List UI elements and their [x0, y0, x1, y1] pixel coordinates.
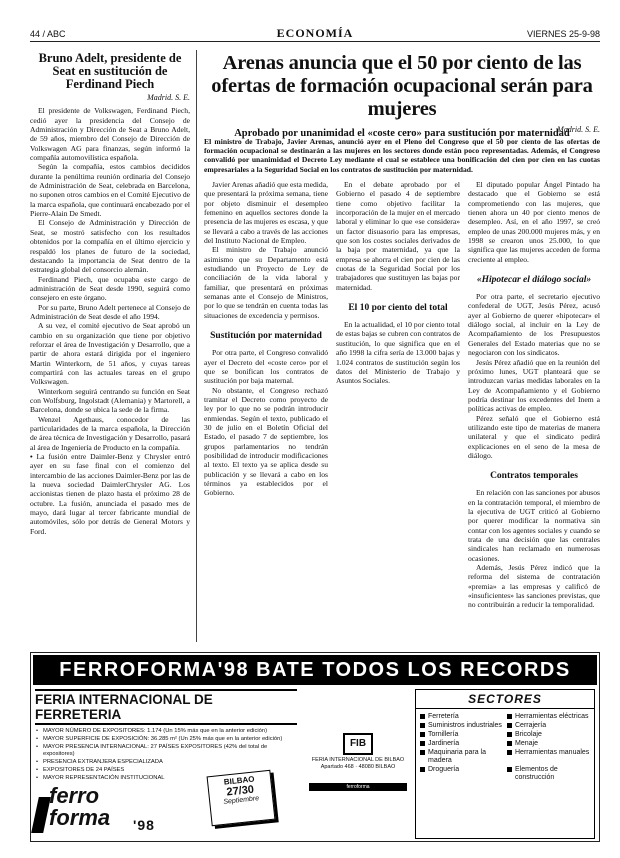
sector-item [507, 713, 590, 721]
highlight-item: • MAYOR PRESENCIA INTERNACIONAL: 27 PAÍSES EXPOSITORES (42% del total de expositores) [35, 744, 297, 758]
paragraph: En la actualidad, el 10 por ciento total de estas bajas se cubren con contratos de sustitución, lo que significa que en el año 1998 la cifra sería de 13.000 bajas y 1.024 contratos de sustitución según los datos del Ministerio de Trabajo y Asuntos Sociales. [336, 320, 460, 386]
fib-logo-icon: FIB [343, 733, 373, 755]
square-bullet-icon [507, 767, 512, 772]
left-article-byline: Madrid. S. E. [147, 93, 190, 102]
logo-word-1: ferro [49, 783, 100, 808]
paragraph: Winterkorn seguirá centrando su función en Seat con Wolfsburg, Ingolstadt (Alemania) y Martorell, a Barcelona, donde se ubica la sede de la firma. [30, 386, 190, 415]
sector-label: Menaje [515, 740, 538, 747]
sector-item [507, 740, 590, 748]
sector-label: Tornillería [428, 731, 459, 738]
sector-label: Elementos de construcción [515, 766, 558, 781]
highlight-item: • PRESENCIA EXTRANJERA ESPECIALIZADA [35, 759, 297, 766]
paragraph: El ministro de Trabajo anunció asimismo que su Departamento está estudiando un Proyecto de Ley de conciliación de la vida laboral y familiar, que presentará en próximas semanas ante el Consejo de Ministros, por lo que se tendrán en cuenta todas las situaciones de excedencia y permisos. [204, 245, 328, 320]
sector-label: Maquinaria para la madera [428, 749, 486, 764]
main-headline-block [204, 52, 600, 140]
paragraph: Ferdinand Piech, que ocupaba este cargo de administración de Seat desde 1990, seguirá como consejero en este órgano. [30, 274, 190, 303]
ad-banner: FERROFORMA'98 BATE TODOS LOS RECORDS [33, 655, 597, 685]
sector-label: Herramientas eléctricas [515, 713, 589, 720]
organizer-strip: ferroforma [309, 783, 407, 791]
main-lead: El ministro de Trabajo, Javier Arenas, anunció ayer en el Pleno del Congreso que el 50 por ciento de las ofertas de formación ocupacional se destinarán a las mujeres en los sectores donde están poco representadas. Además, el Congreso convalidó por unanimidad el Decreto Ley mediante el cual se establece una bonificación del cien por cien en las cuotas empresariales a la Seguridad Social en los contratos de sustitución por maternidad. [204, 137, 600, 174]
logo-bar-icon [31, 797, 51, 833]
square-bullet-icon [420, 750, 425, 755]
sector-item [507, 731, 590, 739]
sector-label: Suministros industriales [428, 722, 502, 729]
main-byline: Madrid. S. E. [557, 125, 600, 134]
square-bullet-icon [420, 723, 425, 728]
sector-item [420, 766, 503, 782]
sector-item [420, 740, 503, 748]
highlight-item: • MAYOR SUPERFICIE DE EXPOSICIÓN: 36.285 m² (Un 25% más que en la anterior edición) [35, 736, 297, 743]
paragraph: Además, Jesús Pérez indicó que la reforma del sistema de contratación «premia» a las empresas y calificó de «insuficientes» las sanciones previstas, que no contribuirán a reducir la temporalidad. [468, 563, 600, 610]
ferroforma-advertisement [30, 652, 600, 842]
left-article-title: Bruno Adelt, presidente de Seat en sustitución de Ferdinand Piech [38, 52, 182, 91]
paragraph: Jesús Pérez añadió que en la reunión del próximo lunes, UGT planteará que se introduzcan varias medidas laborales en la Ley de Acompañamiento y el Gobierno podría destinar los excedentes del Inem a políticas activas de empleo. [468, 357, 600, 414]
square-bullet-icon [420, 741, 425, 746]
subhead-diez-por-ciento: El 10 por ciento del total [348, 303, 448, 314]
main-headline: Arenas anuncia que el 50 por ciento de las ofertas de formación ocupacional serán para mujeres [211, 52, 593, 120]
paragraph: El presidente de Volkswagen, Ferdinand Piech, cedió ayer la presidencia del Consejo de Administración y Dirección de Seat a Bruno Adelt, de 59 años, miembro del Consejo de Dirección de Volkswagen AG para finanzas, según informó la compañía automovilística española. [30, 106, 190, 163]
sector-label: Herramientas manuales [515, 749, 590, 756]
square-bullet-icon [507, 741, 512, 746]
column-divider [196, 50, 197, 642]
sector-item [507, 722, 590, 730]
paragraph: A su vez, el comité ejecutivo de Seat aprobó un cambio en su organización que tiene por objetivo reforzar el área de Investigación y Desarrollo, que a partir de ahora estará dirigida por el ingeniero Martin Winterkorn, de 51 años, y cuyas tareas compartirá con las actuales tareas en el grupo Volkswagen. [30, 321, 190, 387]
sector-item [507, 766, 590, 782]
paragraph: Según la compañía, estos cambios decididos durante la penúltima reunión ordinaria del Consejo de Administración de Seat, celebrada en Barcelona, no suponen otros cambios en el Comité Ejecutivo de la marca española, que continuará encabezado por el Pierre-Alain De Smedt. [30, 162, 190, 219]
stamp-dates: 27/30 [225, 783, 255, 799]
main-subheadline: Aprobado por unanimidad el «coste cero» para sustitución por maternidad [234, 128, 570, 139]
sector-label: Droguería [428, 766, 460, 773]
organizer-name: FERIA INTERNACIONAL DE BILBAO [311, 757, 405, 763]
organizer-block [309, 733, 407, 791]
fair-title: FERIA INTERNACIONAL DE FERRETERIA [35, 689, 297, 725]
issue-date: VIERNES 25-9-98 [526, 29, 600, 39]
logo-word-2: forma [49, 805, 111, 830]
sector-item [420, 713, 503, 721]
bullet-icon: • [30, 452, 37, 462]
news-brief [30, 452, 190, 536]
sector-label: Cerrajería [515, 722, 547, 729]
square-bullet-icon [420, 732, 425, 737]
section-title: ECONOMÍA [276, 26, 354, 40]
news-brief-text: La fusión entre Daimler-Benz y Chrysler entró ayer en su fase final con el comienzo del intercambio de las acciones Daimler-Benz por las de la nueva sociedad DaimlerChrysler AG. Los accionistas tienen de plazo hasta el próximo 28 de octubre. La fusión, anunciada el pasado mes de mayo, dará lugar al tercer fabricante mundial de automóviles, sólo por detrás de General Motors y Ford. [30, 452, 190, 536]
paragraph: Por otra parte, el secretario ejecutivo confederal de UGT, Jesús Pérez, acusó ayer al Gobierno de querer «hipotecar» el diálogo social, al incluir en la Ley de Acompañamiento de los Presupuestos Generales del Estado materias que no se negociaron con los sindicatos. [468, 292, 600, 358]
paragraph: En el debate aprobado por el Gobierno el pasado 4 de septiembre tiene como objetivo facilitar la incorporación de la mujer en el mercado laboral y eliminar lo que «se considera» un factor disuasorio para las empresas, que son los costes sociales derivados de la baja por maternidad, ya que la empresa se ahorra el cien por cien de las cuotas de la Seguridad Social por los trabajadores que sustituyen las bajas por maternidad. [336, 180, 460, 292]
page-header [30, 28, 600, 42]
sector-label: Ferretería [428, 713, 459, 720]
date-stamp [207, 770, 276, 826]
paragraph: Javier Arenas añadió que esta medida, que presentará la próxima semana, tiene por objeto disminuir el desempleo femenino en aquellos sectores donde la presencia de las mujeres es escasa, y que se llevará a cabo a través de las acciones del Instituto Nacional de Empleo. [204, 180, 328, 246]
stamp-city: BILBAO [223, 774, 255, 787]
subhead-sustitucion: Sustitución por maternidad [210, 331, 322, 342]
highlight-item: • MAYOR REPRESENTACIÓN INSTITUCIONAL [35, 775, 297, 782]
subhead-contratos-temporales: Contratos temporales [490, 471, 578, 482]
sectors-list [416, 709, 594, 783]
ad-organizer [305, 689, 409, 839]
paragraph: Por otra parte, el Congreso convalidó ayer el Decreto del «coste cero» por el que se bonifican los contratos de sustitución por baja maternal. [204, 348, 328, 386]
sectors-title: SECTORES [416, 692, 594, 709]
sector-item [507, 749, 590, 765]
stamp-month: Septiembre [223, 795, 260, 806]
sector-item [420, 731, 503, 739]
highlight-item: • EXPOSITORES DE 24 PAÍSES [35, 767, 297, 774]
ad-fair-info [35, 689, 297, 839]
paragraph: No obstante, el Congreso rechazó tramitar el Decreto como proyecto de ley por lo que no se podrán introducir enmiendas. Según el texto, publicado el 30 de julio en el Boletín Oficial del Estado, el pasado 7 de septiembre, los grupos parlamentarios no tendrán posibilidad de introducir modificaciones al texto. El texto ya se aplica desde su publicación y se llevará a cabo en los términos ya establecidos por el Gobierno. [204, 385, 328, 498]
sector-label: Bricolaje [515, 731, 542, 738]
sector-label: Jardinería [428, 740, 460, 747]
main-column-3 [468, 180, 600, 642]
paragraph: En relación con las sanciones por abusos en la contratación temporal, el miembro de la ejecutiva de UGT criticó al Gobierno por querer modificar la normativa sin contar con los agentes sociales y cuando se trata de una decisión que las centrales sindicales han reclamado en numerosas ocasiones. [468, 488, 600, 563]
square-bullet-icon [507, 723, 512, 728]
square-bullet-icon [507, 732, 512, 737]
main-column-2 [336, 180, 460, 642]
paragraph: Por su parte, Bruno Adelt pertenece al Consejo de Administración de Seat desde el año 1994. [30, 302, 190, 321]
sector-item [420, 749, 503, 765]
paragraph: El Consejo de Administración y Dirección de Seat, se mostró satisfecho con los resultados obtenidos por la compañía en el último ejercicio y respaldó los planes de futuro de la sociedad, destacando la importancia de Seat dentro de la estrategia global del consorcio alemán. [30, 218, 190, 275]
sector-item [420, 722, 503, 730]
ferroforma-logo [35, 777, 125, 837]
paragraph: El diputado popular Ángel Pintado ha destacado que el Gobierno se está comprometiendo con las mujeres, que tienen ahora un 40 por ciento menos de desempleo. Así, en el año 1997, se creó empleo de unas 200.000 mujeres más, y en 1998 se crearon unos 25.000, lo que significa que las mujeres acceden de forma creciente al empleo. [468, 180, 600, 264]
paragraph: Wenzel Agethaus, conocedor de las particularidades de la marca española, la Dirección de área técnica de Investigación y Desarrollo, pasará al área de Ingeniería de Producto en la compañía. [30, 414, 190, 452]
subhead-dialogo-social: «Hipotecar el diálogo social» [476, 275, 592, 286]
ad-sectors [415, 689, 595, 839]
highlight-item: • MAYOR NÚMERO DE EXPOSITORES: 1.174 (Un 15% más que en la anterior edición) [35, 728, 297, 735]
logo-year: '98 [133, 817, 155, 833]
square-bullet-icon [507, 714, 512, 719]
main-column-1 [204, 180, 328, 642]
square-bullet-icon [420, 714, 425, 719]
organizer-address: Apartado 468 · 48080 BILBAO [320, 764, 396, 770]
page-number: 44 / ABC [30, 29, 66, 39]
paragraph: Pérez señaló que el Gobierno está utilizando este tipo de materias de manera unilateral y que el sindicato pedirá explicaciones en el seno de la mesa de diálogo. [468, 413, 600, 460]
left-article [30, 52, 190, 640]
square-bullet-icon [420, 767, 425, 772]
square-bullet-icon [507, 750, 512, 755]
